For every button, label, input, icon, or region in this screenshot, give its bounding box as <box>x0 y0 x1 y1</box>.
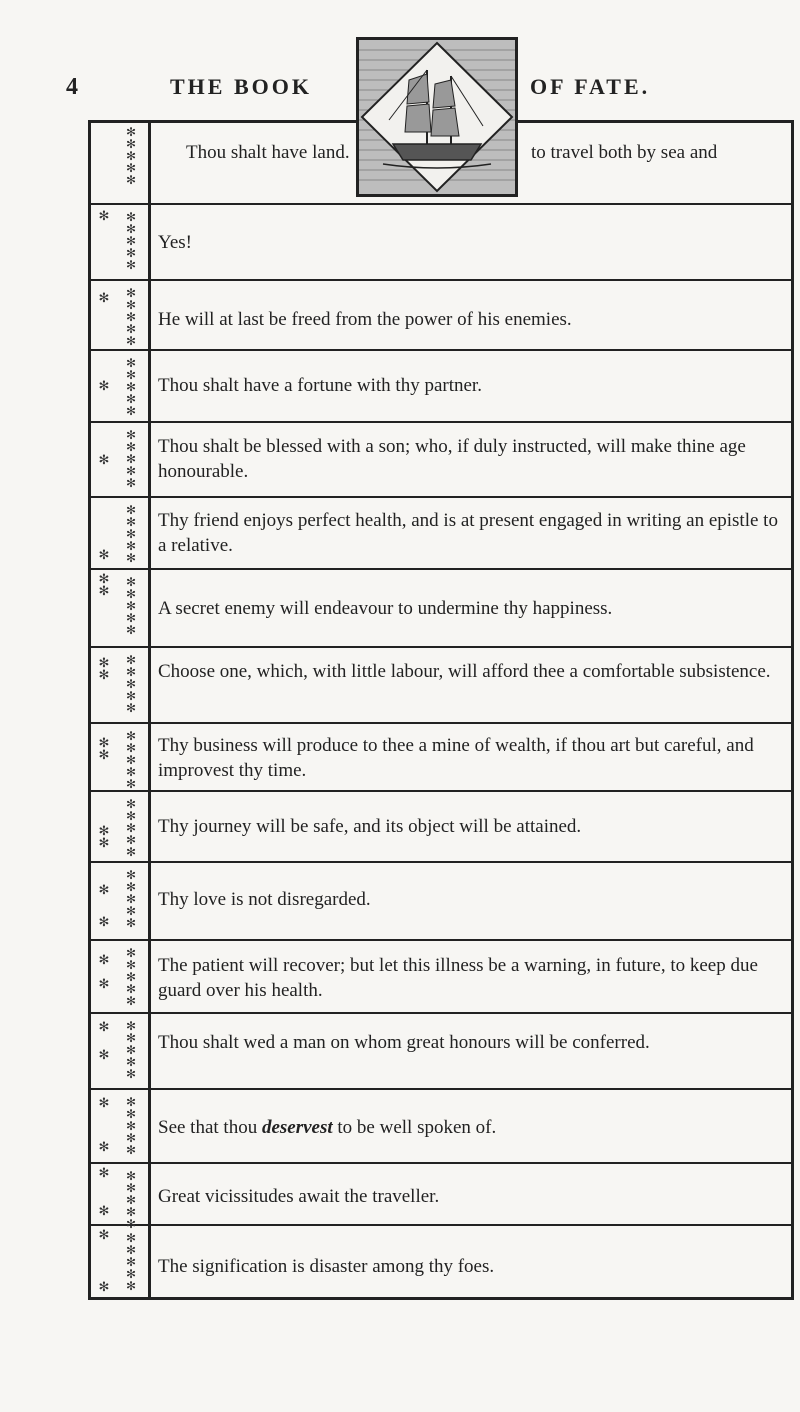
dot-figure: ✻ ✻ ✻ ✻ ✻ ✻ ✻ <box>98 1228 137 1295</box>
oracle-row <box>88 648 794 724</box>
answer-text: Thou shalt have a fortune with thy partner. <box>158 375 482 396</box>
dot-figure: ✻ ✻ ✻ ✻ ✻ ✻ <box>98 286 137 348</box>
ship-icon <box>359 40 515 194</box>
ship-illustration <box>356 37 518 197</box>
oracle-row <box>88 351 794 423</box>
answer-text: Yes! <box>158 232 192 253</box>
answer-text: Thy love is not disregarded. <box>158 889 371 910</box>
oracle-row <box>88 281 794 351</box>
dot-figure: ✻ ✻ ✻ ✻ ✻ ✻ ✻ <box>98 946 137 1008</box>
answer-text: The patient will recover; but let this illness be a warning, in future, to keep due guard over his health. <box>158 955 758 1001</box>
dot-figure: ✻ ✻ ✻ ✻ ✻ ✻ <box>98 209 137 272</box>
answer-text: Thy business will produce to thee a mine of wealth, if thou art but careful, and improvest thy time. <box>158 735 754 781</box>
oracle-row <box>88 205 794 281</box>
dot-figure: ✻ ✻ ✻ ✻ ✻ ✻ <box>98 503 137 565</box>
dot-figure: ✻ ✻ ✻ ✻ ✻ ✻ <box>98 428 137 490</box>
title-right: OF FATE. <box>530 74 651 99</box>
dot-figure: ✻ ✻ ✻ ✻ ✻ ✻ ✻ <box>98 1095 137 1157</box>
oracle-row <box>88 570 794 648</box>
dot-figure: ✻ ✻ ✻ ✻ ✻ ✻ ✻ <box>98 729 137 791</box>
oracle-row <box>88 423 794 498</box>
answer-text: Thou shalt wed a man on whom great honours will be conferred. <box>158 1032 650 1053</box>
oracle-row <box>88 1014 794 1090</box>
title-left: THE BOOK <box>170 74 312 99</box>
oracle-row <box>88 792 794 863</box>
dot-figure: ✻ ✻ ✻ ✻ ✻ ✻ ✻ <box>98 572 137 637</box>
answer-text-before: See that thou <box>158 1117 262 1138</box>
dot-figure: ✻ ✻ ✻ ✻ ✻ <box>125 125 137 187</box>
dot-figure: ✻ ✻ ✻ ✻ ✻ ✻ ✻ <box>98 1019 137 1081</box>
oracle-row <box>88 1226 794 1300</box>
dot-figure: ✻ ✻ ✻ ✻ ✻ ✻ ✻ <box>98 653 137 715</box>
dot-figure: ✻ ✻ ✻ ✻ ✻ ✻ ✻ <box>98 1166 137 1231</box>
answer-text <box>158 1115 780 1140</box>
page-number: 4 <box>66 74 78 100</box>
answer-text: The signification is disaster among thy foes. <box>158 1256 495 1277</box>
oracle-row <box>88 863 794 941</box>
dot-figure: ✻ ✻ ✻ ✻ ✻ ✻ <box>98 356 137 418</box>
dot-figure: ✻ ✻ ✻ ✻ ✻ ✻ ✻ <box>98 797 137 859</box>
answer-text: A secret enemy will endeavour to undermine thy happiness. <box>158 598 613 619</box>
answer-text: Choose one, which, with little labour, will afford thee a comfortable subsistence. <box>158 661 771 682</box>
oracle-row <box>88 1164 794 1231</box>
dot-figure: ✻ ✻ ✻ ✻ ✻ ✻ ✻ <box>98 868 137 930</box>
oracle-row <box>88 498 794 570</box>
answer-text: Thy friend enjoys perfect health, and is at present engaged in writing an epistle to a relative. <box>158 510 778 556</box>
answer-text: Thy journey will be safe, and its object will be attained. <box>158 816 582 837</box>
answer-text: He will at last be freed from the power of his enemies. <box>158 309 572 330</box>
answer-text-left: Thou shalt have land. <box>186 142 350 163</box>
answer-text: Thou shalt be blessed with a son; who, if duly instructed, will make thine age honourable. <box>158 436 746 482</box>
oracle-row <box>88 941 794 1014</box>
oracle-row <box>88 724 794 792</box>
answer-text: Great vicissitudes await the traveller. <box>158 1186 440 1207</box>
answer-text-italic: deservest <box>261 1117 333 1138</box>
oracle-row <box>88 1090 794 1164</box>
answer-text-after: to be well spoken of. <box>332 1117 497 1138</box>
answer-text-right: to travel both by sea and <box>531 142 718 163</box>
